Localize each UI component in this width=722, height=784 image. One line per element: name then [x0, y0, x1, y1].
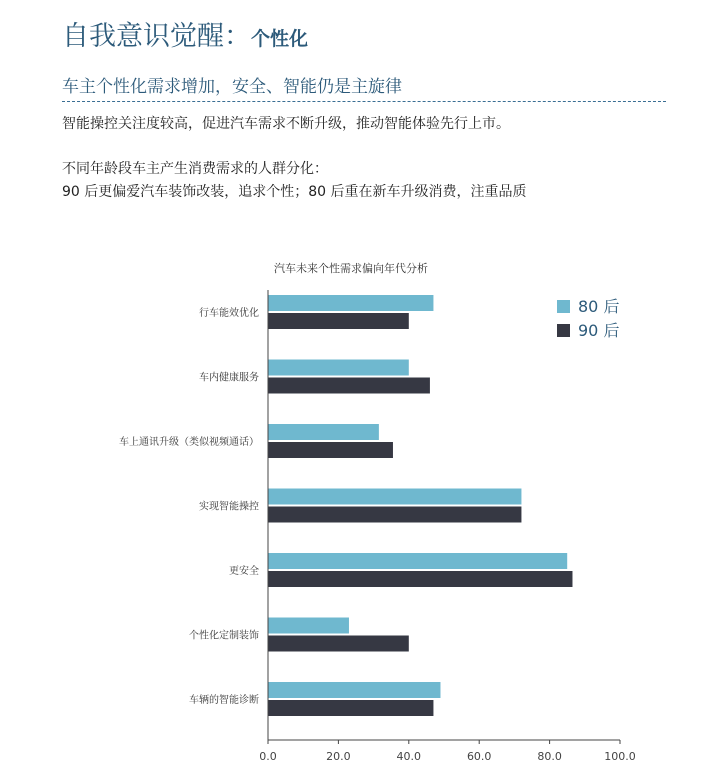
category-label: 个性化定制装饰 — [189, 630, 259, 642]
body-text-3: 90 后更偏爱汽车装饰改装，追求个性；80 后重在新车升级消费，注重品质 — [62, 184, 527, 200]
bar-series2 — [268, 571, 572, 587]
bar-series1 — [268, 489, 521, 505]
bar-chart — [0, 240, 722, 784]
category-label: 更安全 — [229, 566, 259, 577]
bar-series1 — [268, 295, 433, 311]
legend-swatch — [557, 300, 570, 313]
chart-title: 汽车未来个性需求偏向年代分析 — [274, 262, 428, 275]
body-text-1: 智能操控关注度较高，促进汽车需求不断升级，推动智能体验先行上市。 — [62, 116, 510, 132]
bar-series1 — [268, 424, 379, 440]
section-subtitle: 车主个性化需求增加，安全、智能仍是主旋律 — [62, 77, 402, 97]
bar-series2 — [268, 700, 433, 716]
x-tick-label: 40.0 — [396, 750, 422, 763]
bar-series1 — [268, 682, 440, 698]
category-label: 实现智能操控 — [199, 501, 259, 513]
category-label: 车上通讯升级（类似视频通话） — [119, 437, 259, 448]
bar-series2 — [268, 313, 409, 329]
x-tick-label: 80.0 — [537, 750, 562, 763]
bar-series2 — [268, 636, 409, 652]
category-label: 行车能效优化 — [199, 308, 259, 319]
x-tick-label: 20.0 — [326, 750, 351, 763]
body-text-2: 不同年龄段车主产生消费需求的人群分化： — [62, 161, 328, 177]
bar-series1 — [268, 553, 567, 569]
x-tick-label: 0.0 — [259, 750, 277, 763]
legend-label: 80 后 — [578, 297, 620, 316]
category-label: 车内健康服务 — [199, 372, 259, 384]
bar-series2 — [268, 442, 393, 458]
dashed-divider — [62, 101, 666, 102]
category-label: 车辆的智能诊断 — [189, 695, 259, 706]
page-title-sub: 个性化 — [251, 28, 309, 50]
legend-label: 90 后 — [578, 321, 620, 340]
page-title-main: 自我意识觉醒： — [62, 21, 251, 52]
legend-swatch — [557, 324, 570, 337]
bar-series1 — [268, 618, 349, 634]
bar-series2 — [268, 378, 430, 394]
bar-series1 — [268, 360, 409, 376]
x-tick-label: 100.0 — [604, 750, 636, 763]
page-title — [62, 14, 308, 53]
x-tick-label: 60.0 — [466, 750, 492, 763]
bar-series2 — [268, 507, 521, 523]
